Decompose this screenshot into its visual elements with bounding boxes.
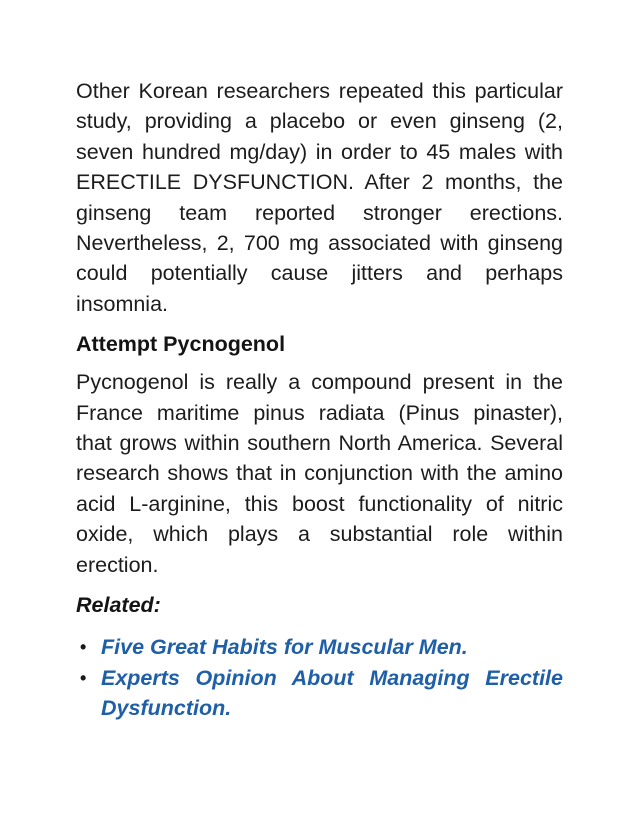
section-heading: Attempt Pycnogenol <box>76 332 286 357</box>
bullet-icon: • <box>80 637 87 658</box>
related-link-habits[interactable]: Five Great Habits for Muscular Men. <box>101 635 468 660</box>
list-item <box>76 663 563 724</box>
document-page <box>76 76 563 723</box>
related-link-experts[interactable]: Experts Opinion About Managing Erectile Dysfunction. <box>101 665 563 720</box>
bullet-icon: • <box>80 667 87 688</box>
list-item <box>76 632 563 662</box>
paragraph-ginseng: Other Korean researchers repeated this particular study, providing a placebo or even ginseng (2, seven hundred mg/day) in order to 45 males with ERECTILE DYSFUNCTION. After 2 months, the ginseng team reported stronger erections. Nevertheless, 2, 700 mg associated with ginseng could potentially cause jitters and perhaps insomnia. <box>76 79 563 316</box>
paragraph-pycnogenol: Pycnogenol is really a compound present in the France maritime pinus radiata (Pinus pinaster), that grows within southern North America. Several research shows that in conjunction with the amino acid L-arginine, this boost functionality of nitric oxide, which plays a substantial role within erection. <box>76 370 563 577</box>
related-links-list <box>76 632 563 723</box>
related-label: Related: <box>76 593 161 618</box>
